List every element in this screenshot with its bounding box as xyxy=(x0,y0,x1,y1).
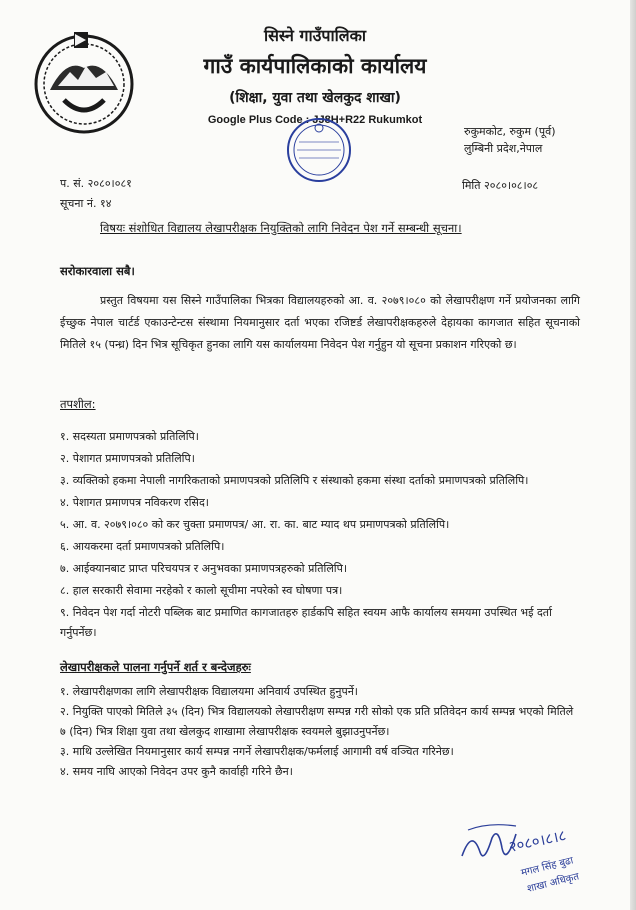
salutation: सरोकारवाला सबै। xyxy=(60,264,135,278)
list-item: ६. आयकरमा दर्ता प्रमाणपत्रको प्रतिलिपि। xyxy=(60,540,225,553)
list-item: २. नियुक्ति पाएको मितिले ३५ (दिन) भित्र विद्यालयको लेखापरीक्षण सम्पन्न गरी सोको एक प्रति प्रतिवेदन कार्य सम्पन्न भएको मितिले ७ (दिन) भित्र शिक्षा युवा तथा खेलकुद शाखामा लेखापरीक्षक स्वयमले बुझाउनुपर्नेछ। xyxy=(60,705,574,738)
list-item: १. सदस्यता प्रमाणपत्रको प्रतिलिपि। xyxy=(60,430,199,443)
details-list xyxy=(60,427,582,645)
google-plus-code: Google Plus Code : JJ8H+R22 Rukumkot xyxy=(207,114,423,126)
office-name: गाउँ कार्यपालिकाको कार्यालय xyxy=(203,54,427,78)
page-edge xyxy=(630,0,636,910)
list-item: ४. समय नाघि आएको निवेदन उपर कुनै कार्वाही गरिने छैन। xyxy=(60,765,293,778)
nepal-emblem-logo xyxy=(30,28,138,136)
office-stamp xyxy=(285,116,353,184)
branch-name: (शिक्षा, युवा तथा खेलकुद शाखा) xyxy=(229,90,401,106)
list-item: ३. माथि उल्लेखित नियमानुसार कार्य सम्पन्न नगर्ने लेखापरीक्षक/फर्मलाई आगामी वर्ष वञ्चित गरिनेछ। xyxy=(60,745,454,758)
address-line-1: रुकुमकोट, रुकुम (पूर्व) xyxy=(464,125,556,138)
subject-line: विषयः संशोधित विद्यालय लेखापरीक्षक नियुक्तिको लागि निवेदन पेश गर्ने सम्बन्धी सूचना। xyxy=(100,221,462,235)
list-item: ५. आ. व. २०७९।०८० को कर चुक्ता प्रमाणपत्र/ आ. रा. का. बाट म्याद थप प्रमाणपत्रको प्रतिलिपि। xyxy=(60,518,450,531)
conditions-list xyxy=(60,682,582,782)
list-item: २. पेशागत प्रमाणपत्रको प्रतिलिपि। xyxy=(60,452,195,465)
municipality-name: सिस्ने गाउँपालिका xyxy=(263,26,367,45)
signer-title: शाखा अधिकृत xyxy=(526,871,581,895)
list-item: ४. पेशागत प्रमाणपत्र नविकरण रसिद। xyxy=(60,496,209,509)
list-item: १. लेखापरीक्षणका लागि लेखापरीक्षक विद्यालयमा अनिवार्य उपस्थित हुनुपर्ने। xyxy=(60,685,358,698)
details-heading: तपशील: xyxy=(60,397,96,411)
reference-number: प. सं. २०८०।०८१ xyxy=(60,177,132,190)
body-paragraph: प्रस्तुत विषयमा यस सिस्ने गाउँपालिका भित्रका विद्यालयहरुको आ. व. २०७९।०८० को लेखापरीक्षण गर्ने प्रयोजनका लागि ईच्छुक नेपाल चार्टर्ड एकाउन्टेन्टस संस्थामा नियमानुसार दर्ता भएका रजिष्टर्ड लेखापरीक्षकहरुले देहायका कागजात सहित सूचनाको मितिले १५ (पन्ध्र) दिन भित्र सूचिकृत हुनका लागि यस कार्यालयमा निवेदन पेश गर्नुहुन यो सूचना प्रकाशन गरिएको छ। xyxy=(60,294,580,351)
list-item: ९. निवेदन पेश गर्दा नोटरी पब्लिक बाट प्रमाणित कागजातहरु हार्डकपि सहित स्वयम आफै कार्यालय समयमा उपस्थित भई दर्ता गर्नुपर्नेछ। xyxy=(60,606,552,639)
conditions-heading: लेखापरीक्षकले पालना गर्नुपर्ने शर्त र बन्देजहरुः xyxy=(60,660,251,674)
signature-block xyxy=(458,808,608,904)
list-item: ३. व्यक्तिको हकमा नेपाली नागरिकताको प्रमाणपत्रको प्रतिलिपि र संस्थाको हकमा संस्था दर्ताको प्रमाणपत्रको प्रतिलिपि। xyxy=(60,474,529,487)
list-item: ८. हाल सरकारी सेवामा नरहेको र कालो सूचीमा नपरेको स्व घोषणा पत्र। xyxy=(60,584,343,597)
notice-date: मिति २०८०।०८।०८ xyxy=(462,179,539,192)
list-item: ७. आईक्यानबाट प्राप्त परिचयपत्र र अनुभवका प्रमाणपत्रहरुको प्रतिलिपि। xyxy=(60,562,348,575)
signer-name: मगल सिंह बुढा xyxy=(520,855,575,879)
address-line-2: लुम्बिनी प्रदेश,नेपाल xyxy=(464,142,543,155)
signature-date: २०८०।८।८ xyxy=(507,826,568,856)
notice-number: सूचना नं. १४ xyxy=(60,197,112,210)
